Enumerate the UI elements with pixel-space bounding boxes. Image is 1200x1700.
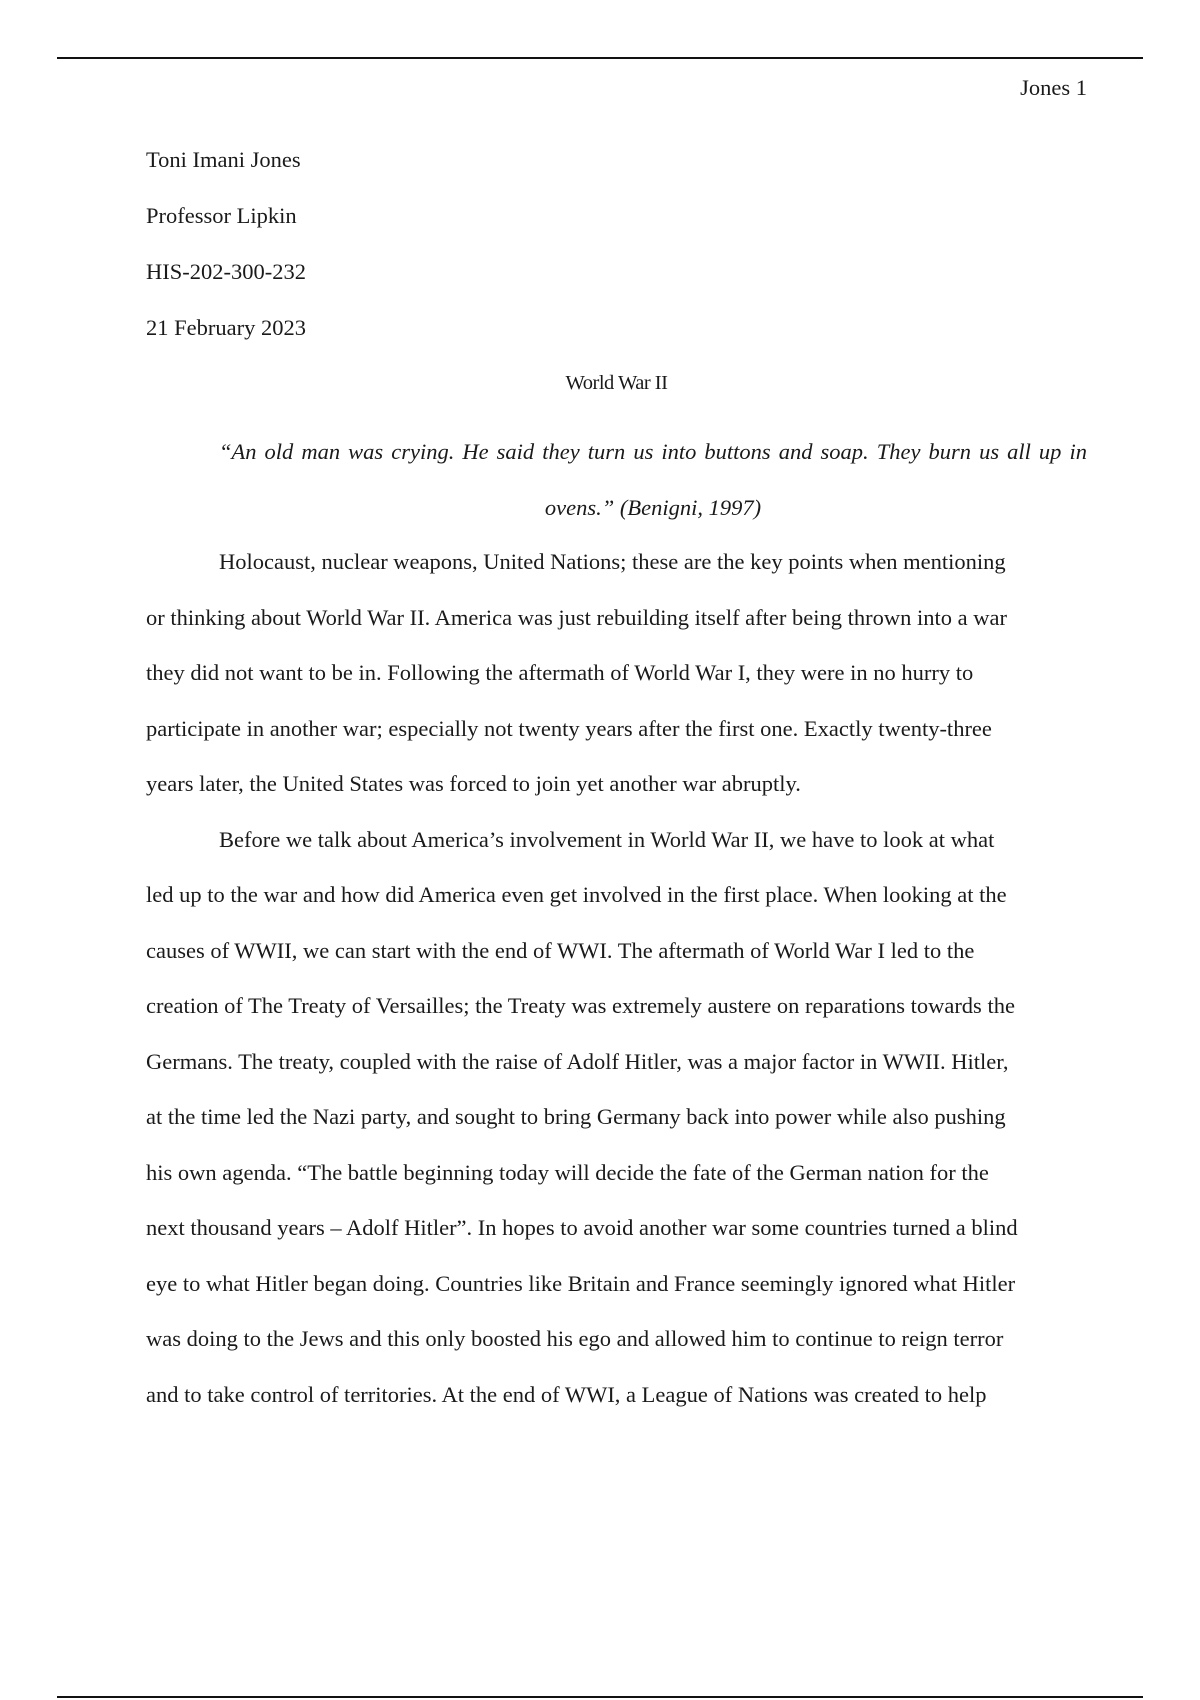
running-head: Jones 1 xyxy=(1020,75,1087,100)
text-line: at the time led the Nazi party, and sought to bring Germany back into power while also pushing xyxy=(146,1104,1006,1129)
text-line: Before we talk about America’s involvement in World War II, we have to look at what xyxy=(219,826,995,852)
text-line: they did not want to be in. Following the aftermath of World War I, they were in no hurry to xyxy=(146,660,974,685)
text-line: years later, the United States was forced to join yet another war abruptly. xyxy=(146,771,801,796)
paragraph-2 xyxy=(146,812,1087,1423)
student-name: Toni Imani Jones xyxy=(146,147,301,172)
text-line: and to take control of territories. At the end of WWI, a League of Nations was created to help xyxy=(146,1381,987,1407)
text-line: or thinking about World War II. America was just rebuilding itself after being thrown into a war xyxy=(146,604,1007,630)
bottom-page-rule xyxy=(57,1696,1143,1698)
text-line: next thousand years – Adolf Hitler”. In hopes to avoid another war some countries turned a blind xyxy=(146,1215,1018,1240)
text-line: eye to what Hitler began doing. Countries like Britain and France seemingly ignored what Hitler xyxy=(146,1270,1016,1296)
document-page xyxy=(146,0,1087,1700)
text-line: Holocaust, nuclear weapons, United Nations; these are the key points when mentioning xyxy=(219,549,1006,574)
paragraph-1 xyxy=(146,534,1087,812)
mla-heading xyxy=(146,146,1087,370)
text-line: his own agenda. “The battle beginning today will decide the fate of the German nation for the xyxy=(146,1159,989,1185)
professor-name: Professor Lipkin xyxy=(146,203,297,228)
paper-title: World War II xyxy=(565,372,668,394)
text-line: was doing to the Jews and this only boosted his ego and allowed him to continue to reign terror xyxy=(146,1326,1004,1351)
text-line: Germans. The treaty, coupled with the raise of Adolf Hitler, was a major factor in WWII. Hitler, xyxy=(146,1048,1009,1074)
text-line: participate in another war; especially not twenty years after the first one. Exactly twenty-three xyxy=(146,715,992,741)
body-text xyxy=(146,534,1087,1422)
text-line: creation of The Treaty of Versailles; the Treaty was extremely austere on reparations towards the xyxy=(146,993,1015,1018)
text-line: led up to the war and how did America even get involved in the first place. When looking at the xyxy=(146,882,1007,907)
course-code: HIS-202-300-232 xyxy=(146,259,306,284)
submission-date: 21 February 2023 xyxy=(146,315,306,340)
text-line: causes of WWII, we can start with the end of WWI. The aftermath of World War I led to the xyxy=(146,937,975,963)
epigraph-quote: “An old man was crying. He said they turn us into buttons and soap. They burn us all up in ovens.” (Benigni, 1997) xyxy=(219,439,1087,520)
